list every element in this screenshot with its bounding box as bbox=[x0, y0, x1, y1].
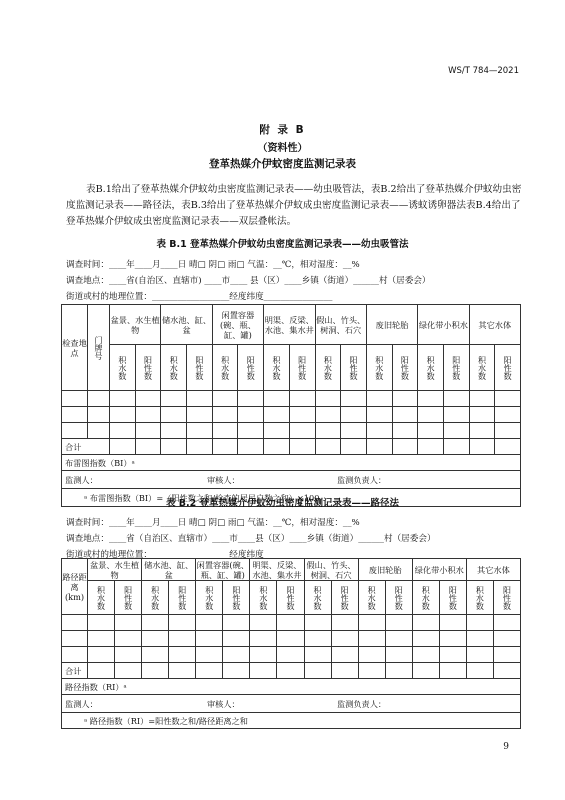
table-cell[interactable] bbox=[250, 647, 277, 663]
subheader-positive: 阳性数 bbox=[385, 581, 412, 615]
subheader-count: 积水数 bbox=[466, 581, 493, 615]
table-cell[interactable] bbox=[135, 391, 161, 407]
table-cell[interactable] bbox=[223, 647, 250, 663]
table-cell[interactable] bbox=[62, 615, 88, 631]
subheader-positive: 阳性数 bbox=[392, 345, 418, 391]
subheader-count: 积水数 bbox=[142, 581, 169, 615]
subheader-count: 积水数 bbox=[366, 345, 392, 391]
table1-total-label: 合计 bbox=[62, 439, 110, 455]
subheader-count: 积水数 bbox=[110, 345, 136, 391]
table2-container-4: 明渠、反梁、水池、集水井 bbox=[250, 559, 304, 581]
page-number: 9 bbox=[503, 742, 509, 752]
table-cell[interactable] bbox=[495, 391, 521, 407]
table-cell[interactable] bbox=[304, 631, 331, 647]
table-cell[interactable] bbox=[161, 391, 187, 407]
table-cell[interactable] bbox=[469, 423, 495, 439]
table2-container-7: 绿化带小积水 bbox=[412, 559, 466, 581]
table-cell[interactable] bbox=[418, 439, 444, 455]
table2-footnote-row bbox=[62, 713, 521, 729]
table2-subheader-row bbox=[62, 581, 521, 615]
table1-container-2: 储水池、缸、盆 bbox=[161, 305, 212, 345]
table1-grid bbox=[61, 304, 521, 507]
table-cell[interactable] bbox=[495, 439, 521, 455]
table-cell[interactable] bbox=[264, 391, 290, 407]
table1-reviewer: 审核人： bbox=[206, 474, 240, 485]
table2-reviewer: 审核人： bbox=[206, 698, 240, 709]
table-cell[interactable] bbox=[439, 615, 466, 631]
subheader-positive: 阳性数 bbox=[115, 581, 142, 615]
table-cell[interactable] bbox=[161, 439, 187, 455]
table-cell[interactable] bbox=[439, 663, 466, 679]
table-cell[interactable] bbox=[331, 663, 358, 679]
table2-footnote: ᵃ 路径指数（RI）=阳性数之和/路径距离之和 bbox=[62, 713, 521, 729]
table-cell[interactable] bbox=[115, 615, 142, 631]
table-cell[interactable] bbox=[62, 423, 88, 439]
table2-index-row bbox=[62, 679, 521, 695]
table2-info-place: 调查地点：____省（自治区、直辖市）____市____县（区）____乡镇（街道）______村（居委会） bbox=[66, 534, 436, 544]
table2-info-time: 调查时间：____年____月____日 晴□ 阴□ 雨□ 气温：__℃，相对湿度：__% bbox=[66, 518, 360, 528]
table-cell[interactable] bbox=[277, 631, 304, 647]
table1-lead: 监测负责人： bbox=[336, 474, 387, 485]
table1-monitor: 监测人： bbox=[65, 474, 98, 485]
table1-info-time: 调查时间：____年____月____日 晴□ 阴□ 雨□ 气温：__℃，相对湿度：__% bbox=[66, 260, 360, 270]
table-cell[interactable] bbox=[358, 647, 385, 663]
intro-paragraph: 表B.1给出了登革热媒介伊蚊幼虫密度监测记录表——幼虫吸管法，表B.2给出了登革热媒介伊蚊幼虫密度监测记录表——路径法，表B.3给出了登革热媒介伊蚊成虫密度监测记录表——诱蚊诱卵器法表B.4给出了登革热媒介伊蚊成虫密度监测记录表——双层叠帐法。 bbox=[66, 184, 522, 227]
table-cell[interactable] bbox=[341, 391, 367, 407]
table2-container-3: 闲置容器(碗、瓶、缸、罐) bbox=[196, 559, 249, 580]
table-cell[interactable] bbox=[187, 407, 213, 423]
subheader-positive: 阳性数 bbox=[289, 345, 315, 391]
table-cell[interactable] bbox=[439, 631, 466, 647]
table1-footnote: ᵃ 布雷图指数（BI）=（阳性数之和/检查的居民户数之和）×100 bbox=[62, 489, 521, 507]
table-cell[interactable] bbox=[289, 407, 315, 423]
table2-index-label: 路径指数（RI）ᵃ bbox=[62, 679, 521, 695]
subheader-count: 积水数 bbox=[212, 345, 238, 391]
subheader-positive: 阳性数 bbox=[187, 345, 213, 391]
table-cell[interactable] bbox=[238, 407, 264, 423]
table-cell[interactable] bbox=[196, 615, 223, 631]
table-cell[interactable] bbox=[493, 647, 520, 663]
table-cell[interactable] bbox=[466, 631, 493, 647]
table-cell[interactable] bbox=[418, 423, 444, 439]
table-cell[interactable] bbox=[110, 407, 136, 423]
table-cell[interactable] bbox=[358, 631, 385, 647]
subheader-count: 积水数 bbox=[304, 581, 331, 615]
table-cell[interactable] bbox=[238, 439, 264, 455]
table-cell[interactable] bbox=[341, 439, 367, 455]
table-cell[interactable] bbox=[212, 423, 238, 439]
table1-container-6: 废旧轮胎 bbox=[366, 305, 417, 345]
table-cell[interactable] bbox=[88, 391, 110, 407]
table-cell[interactable] bbox=[358, 663, 385, 679]
subheader-positive: 阳性数 bbox=[493, 581, 520, 615]
table-cell[interactable] bbox=[169, 631, 196, 647]
table-cell[interactable] bbox=[223, 615, 250, 631]
subheader-count: 积水数 bbox=[264, 345, 290, 391]
table-row bbox=[62, 631, 521, 647]
table-cell[interactable] bbox=[212, 439, 238, 455]
table-cell[interactable] bbox=[135, 439, 161, 455]
table-cell[interactable] bbox=[88, 615, 115, 631]
table2-sign-row bbox=[62, 695, 521, 713]
table2-info-geo: 街道或村的地理位置：__________________经度纬度________________ bbox=[66, 550, 333, 560]
appendix-type: （资料性） bbox=[257, 143, 308, 154]
table-cell[interactable] bbox=[466, 647, 493, 663]
table-cell[interactable] bbox=[88, 407, 110, 423]
table-cell[interactable] bbox=[142, 647, 169, 663]
subheader-positive: 阳性数 bbox=[495, 345, 521, 391]
subheader-positive: 阳性数 bbox=[223, 581, 250, 615]
subheader-count: 积水数 bbox=[358, 581, 385, 615]
table-cell[interactable] bbox=[341, 407, 367, 423]
table-cell[interactable] bbox=[412, 615, 439, 631]
table1-container-7: 绿化带小积水 bbox=[418, 305, 469, 345]
table-cell[interactable] bbox=[418, 407, 444, 423]
table1-container-8: 其它水体 bbox=[469, 305, 520, 345]
table-cell[interactable] bbox=[443, 407, 469, 423]
table-cell[interactable] bbox=[62, 407, 88, 423]
table-cell[interactable] bbox=[277, 663, 304, 679]
subheader-positive: 阳性数 bbox=[238, 345, 264, 391]
table-cell[interactable] bbox=[110, 423, 136, 439]
table-cell[interactable] bbox=[495, 423, 521, 439]
table-cell[interactable] bbox=[212, 407, 238, 423]
table-cell[interactable] bbox=[392, 407, 418, 423]
table-cell[interactable] bbox=[264, 439, 290, 455]
table-cell[interactable] bbox=[469, 407, 495, 423]
table-cell[interactable] bbox=[161, 407, 187, 423]
subheader-positive: 阳性数 bbox=[341, 345, 367, 391]
table-cell[interactable] bbox=[62, 647, 88, 663]
table-cell[interactable] bbox=[469, 439, 495, 455]
table-cell[interactable] bbox=[250, 615, 277, 631]
subheader-count: 积水数 bbox=[469, 345, 495, 391]
table-cell[interactable] bbox=[62, 631, 88, 647]
subheader-count: 积水数 bbox=[418, 345, 444, 391]
table2-container-5: 假山、竹头、树洞、石穴 bbox=[304, 559, 358, 581]
table-cell[interactable] bbox=[385, 631, 412, 647]
table-cell[interactable] bbox=[289, 423, 315, 439]
table-cell[interactable] bbox=[223, 631, 250, 647]
table-cell[interactable] bbox=[366, 423, 392, 439]
table-cell[interactable] bbox=[493, 631, 520, 647]
table-cell[interactable] bbox=[250, 631, 277, 647]
table-cell[interactable] bbox=[88, 631, 115, 647]
table-cell[interactable] bbox=[142, 615, 169, 631]
subheader-positive: 阳性数 bbox=[331, 581, 358, 615]
table-cell[interactable] bbox=[289, 391, 315, 407]
table-cell[interactable] bbox=[443, 391, 469, 407]
table-cell[interactable] bbox=[196, 647, 223, 663]
table-cell[interactable] bbox=[135, 423, 161, 439]
table-cell[interactable] bbox=[412, 663, 439, 679]
table-cell[interactable] bbox=[443, 423, 469, 439]
table-cell[interactable] bbox=[385, 647, 412, 663]
table-cell[interactable] bbox=[493, 615, 520, 631]
table-cell[interactable] bbox=[304, 647, 331, 663]
table-cell[interactable] bbox=[495, 407, 521, 423]
table1-title: 表 B.1 登革热媒介伊蚊幼虫密度监测记录表——幼虫吸管法 bbox=[156, 239, 409, 250]
table1-info-place: 调查地点：____省(自治区、直辖市) ____市____ 县（区）____乡镇（街道）______村（居委会） bbox=[66, 276, 431, 286]
table-cell[interactable] bbox=[187, 423, 213, 439]
table1-index-row bbox=[62, 455, 521, 471]
subheader-count: 积水数 bbox=[412, 581, 439, 615]
subheader-count: 积水数 bbox=[196, 581, 223, 615]
table-cell[interactable] bbox=[341, 423, 367, 439]
table-cell[interactable] bbox=[469, 391, 495, 407]
table-cell[interactable] bbox=[289, 439, 315, 455]
subheader-positive: 阳性数 bbox=[169, 581, 196, 615]
table-cell[interactable] bbox=[264, 407, 290, 423]
table-cell[interactable] bbox=[169, 615, 196, 631]
table-cell[interactable] bbox=[110, 391, 136, 407]
subheader-count: 积水数 bbox=[161, 345, 187, 391]
subheader-count: 积水数 bbox=[88, 581, 115, 615]
table2-header-row bbox=[62, 559, 521, 581]
subheader-count: 积水数 bbox=[315, 345, 341, 391]
table2-lead: 监测负责人： bbox=[336, 698, 387, 709]
subheader-positive: 阳性数 bbox=[135, 345, 161, 391]
table-cell[interactable] bbox=[88, 423, 110, 439]
table-cell[interactable] bbox=[366, 391, 392, 407]
table1-container-3: 闲置容器(碗、瓶、缸、罐) bbox=[212, 305, 263, 345]
table-cell[interactable] bbox=[315, 423, 341, 439]
table-cell[interactable] bbox=[196, 631, 223, 647]
table-cell[interactable] bbox=[88, 647, 115, 663]
table-cell[interactable] bbox=[238, 423, 264, 439]
table-cell[interactable] bbox=[392, 423, 418, 439]
table-cell[interactable] bbox=[331, 615, 358, 631]
table-cell[interactable] bbox=[88, 663, 115, 679]
table-cell[interactable] bbox=[277, 615, 304, 631]
subheader-positive: 阳性数 bbox=[277, 581, 304, 615]
table1-col-site: 检查地点 bbox=[62, 305, 88, 391]
table1-info-geo: 街道或村的地理位置：__________________经度纬度________________ bbox=[66, 292, 333, 302]
subheader-positive: 阳性数 bbox=[439, 581, 466, 615]
table1-col-door: 门牌号 bbox=[88, 305, 110, 391]
table-cell[interactable] bbox=[466, 663, 493, 679]
table-cell[interactable] bbox=[115, 631, 142, 647]
table-cell[interactable] bbox=[142, 631, 169, 647]
table-cell[interactable] bbox=[142, 663, 169, 679]
table-cell[interactable] bbox=[250, 663, 277, 679]
table-cell[interactable] bbox=[304, 615, 331, 631]
table2-total-row bbox=[62, 663, 521, 679]
table-cell[interactable] bbox=[315, 407, 341, 423]
table-cell[interactable] bbox=[277, 647, 304, 663]
table-cell[interactable] bbox=[331, 631, 358, 647]
table-cell[interactable] bbox=[392, 391, 418, 407]
table-cell[interactable] bbox=[439, 647, 466, 663]
table1-subheader-row bbox=[62, 345, 521, 391]
appendix-label: 附 录 B bbox=[259, 124, 306, 136]
table-cell[interactable] bbox=[392, 439, 418, 455]
table1-total-row bbox=[62, 439, 521, 455]
table-cell[interactable] bbox=[187, 439, 213, 455]
table2-container-2: 储水池、缸、盆 bbox=[142, 559, 196, 581]
subheader-positive: 阳性数 bbox=[443, 345, 469, 391]
table1-index-label: 布雷图指数（BI）ᵃ bbox=[62, 455, 521, 471]
table-cell[interactable] bbox=[385, 615, 412, 631]
table-cell[interactable] bbox=[466, 615, 493, 631]
appendix-title: 登革热媒介伊蚊密度监测记录表 bbox=[209, 158, 356, 170]
table-cell[interactable] bbox=[115, 663, 142, 679]
table1-sign-row bbox=[62, 471, 521, 489]
table-cell[interactable] bbox=[110, 439, 136, 455]
table-cell[interactable] bbox=[315, 439, 341, 455]
table-cell[interactable] bbox=[196, 663, 223, 679]
table-row bbox=[62, 647, 521, 663]
table2-title: 表 B.2 登革热媒介伊蚊幼虫密度监测记录表——路径法 bbox=[165, 498, 400, 509]
table-cell[interactable] bbox=[331, 647, 358, 663]
table-cell[interactable] bbox=[385, 663, 412, 679]
table1-header-row bbox=[62, 305, 521, 345]
table-cell[interactable] bbox=[115, 647, 142, 663]
table-cell[interactable] bbox=[169, 647, 196, 663]
table-row bbox=[62, 391, 521, 407]
table-row bbox=[62, 615, 521, 631]
table2-container-1: 盆景、水生植物 bbox=[88, 559, 142, 581]
table-cell[interactable] bbox=[366, 407, 392, 423]
table-cell[interactable] bbox=[443, 439, 469, 455]
table-cell[interactable] bbox=[161, 423, 187, 439]
table2-container-8: 其它水体 bbox=[466, 559, 520, 581]
table1-container-5: 假山、竹头、树洞、石穴 bbox=[315, 305, 366, 345]
table-cell[interactable] bbox=[412, 647, 439, 663]
table1-container-4: 明渠、反梁、水池、集水井 bbox=[264, 305, 315, 345]
table2-col-dist: 路径距离(km) bbox=[62, 559, 88, 615]
table-cell[interactable] bbox=[315, 391, 341, 407]
table-cell[interactable] bbox=[238, 391, 264, 407]
table2-total-label: 合计 bbox=[62, 663, 88, 679]
table2-monitor: 监测人： bbox=[65, 698, 98, 709]
table-cell[interactable] bbox=[62, 391, 88, 407]
table-cell[interactable] bbox=[169, 663, 196, 679]
table-cell[interactable] bbox=[358, 615, 385, 631]
table2-grid bbox=[61, 558, 521, 729]
table-cell[interactable] bbox=[187, 391, 213, 407]
subheader-count: 积水数 bbox=[250, 581, 277, 615]
standard-code: WS/T 784—2021 bbox=[448, 66, 519, 76]
table2-container-6: 废旧轮胎 bbox=[358, 559, 412, 581]
table-cell[interactable] bbox=[212, 391, 238, 407]
table-cell[interactable] bbox=[223, 663, 250, 679]
table-cell[interactable] bbox=[366, 439, 392, 455]
table-cell[interactable] bbox=[493, 663, 520, 679]
table1-container-1: 盆景、水生植物 bbox=[110, 305, 161, 345]
table-cell[interactable] bbox=[264, 423, 290, 439]
table-cell[interactable] bbox=[418, 391, 444, 407]
table-cell[interactable] bbox=[135, 407, 161, 423]
table-row bbox=[62, 407, 521, 423]
table-cell[interactable] bbox=[412, 631, 439, 647]
table-row bbox=[62, 423, 521, 439]
table-cell[interactable] bbox=[304, 663, 331, 679]
